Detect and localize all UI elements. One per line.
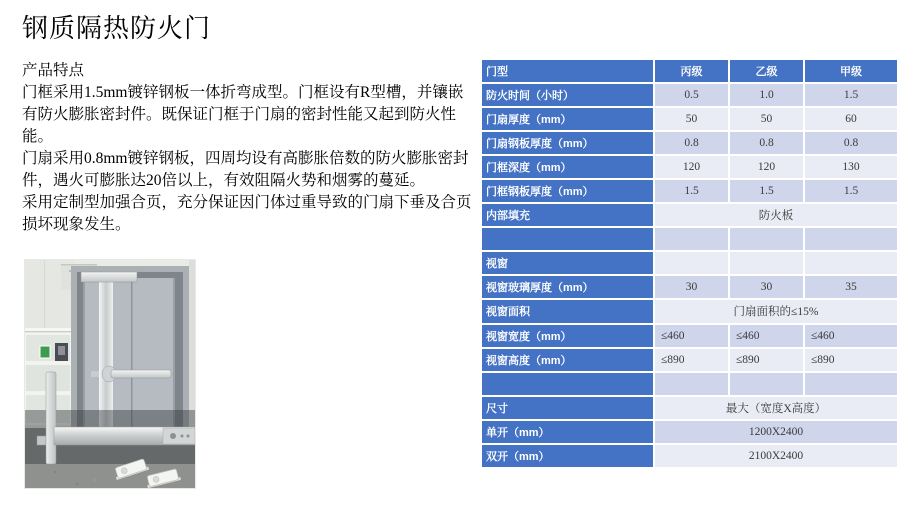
spec-col-header: 丙级: [654, 59, 729, 83]
feature-paragraph: 门框采用1.5mm镀锌钢板一体折弯成型。门框设有R型槽，并镶嵌有防火膨胀密封件。既保证门框于门扇的密封性能又起到防火性能。: [22, 84, 464, 145]
spec-row: [481, 227, 898, 251]
spec-value: [654, 372, 729, 396]
spec-row: [481, 155, 898, 179]
spec-row: [481, 420, 898, 444]
spec-value: 1.5: [804, 83, 898, 107]
spec-row: [481, 372, 898, 396]
feature-paragraphs: [22, 82, 474, 236]
spec-row-label: 视窗面积: [481, 299, 654, 323]
spec-value: ≤460: [729, 324, 804, 348]
spec-row-label: 双开（mm）: [481, 444, 654, 468]
spec-value: ≤890: [729, 348, 804, 372]
spec-value: [804, 227, 898, 251]
spec-header-row: [481, 59, 898, 83]
spec-table: [480, 58, 899, 469]
spec-value: 120: [654, 155, 729, 179]
spec-row: [481, 107, 898, 131]
spec-col-header: 甲级: [804, 59, 898, 83]
spec-value: 1.5: [804, 179, 898, 203]
spec-value: 120: [729, 155, 804, 179]
features-heading: 产品特点: [22, 62, 85, 79]
spec-merged-value: 2100X2400: [654, 444, 898, 468]
spec-header-label: 门型: [481, 59, 654, 83]
spec-row-label: 门扇钢板厚度（mm）: [481, 131, 654, 155]
spec-row: [481, 83, 898, 107]
spec-value: [804, 251, 898, 275]
page-title: 钢质隔热防火门: [22, 14, 212, 43]
spec-row: [481, 299, 898, 323]
spec-value: 1.0: [729, 83, 804, 107]
feature-paragraph: 采用定制型加强合页，充分保证因门体过重导致的门扇下垂及合页损坏现象发生。: [22, 194, 472, 233]
feature-paragraph: 门扇采用0.8mm镀锌钢板，四周均设有高膨胀倍数的防火膨胀密封件，遇火可膨胀达20倍以上，有效阻隔火势和烟雾的蔓延。: [22, 150, 469, 189]
spec-row-label: 视窗高度（mm）: [481, 348, 654, 372]
spec-row-label: 内部填充: [481, 203, 654, 227]
spec-value: 50: [729, 107, 804, 131]
spec-value: 30: [654, 275, 729, 299]
spec-value: 0.8: [654, 131, 729, 155]
spec-value: [654, 251, 729, 275]
spec-value: ≤460: [654, 324, 729, 348]
spec-value: 0.8: [729, 131, 804, 155]
spec-row-label: [481, 227, 654, 251]
spec-value: [729, 372, 804, 396]
door-leaf-gap: [131, 278, 133, 428]
spec-row: [481, 179, 898, 203]
spec-row: [481, 203, 898, 227]
spec-value: 30: [729, 275, 804, 299]
spec-value: [654, 227, 729, 251]
spec-row: [481, 444, 898, 468]
spec-value: 1.5: [729, 179, 804, 203]
spec-row-label: 视窗玻璃厚度（mm）: [481, 275, 654, 299]
fire-alarm-box: [40, 346, 50, 358]
spec-value: [804, 372, 898, 396]
spec-value: ≤460: [804, 324, 898, 348]
spec-row-label: 尺寸: [481, 396, 654, 420]
spec-row-label: 防火时间（小时）: [481, 83, 654, 107]
spec-value: 0.5: [654, 83, 729, 107]
stainless-strip: [99, 278, 113, 428]
spec-value: 0.8: [804, 131, 898, 155]
spec-row-label: [481, 372, 654, 396]
spec-row-label: 门框深度（mm）: [481, 155, 654, 179]
spec-row: [481, 131, 898, 155]
spec-value: [729, 251, 804, 275]
spec-table-wrap: [480, 58, 899, 469]
spec-row-label: 单开（mm）: [481, 420, 654, 444]
spec-row-label: 视窗: [481, 251, 654, 275]
spec-row: [481, 348, 898, 372]
spec-row: [481, 396, 898, 420]
product-photo: [25, 260, 195, 488]
spec-row-label: 视窗宽度（mm）: [481, 324, 654, 348]
door-leaves: [81, 272, 175, 428]
spec-row-label: 门扇厚度（mm）: [481, 107, 654, 131]
door-leaf-left: [83, 278, 175, 428]
spec-row-label: 门框钢板厚度（mm）: [481, 179, 654, 203]
spec-value: 1.5: [654, 179, 729, 203]
spec-value: 130: [804, 155, 898, 179]
spec-row: [481, 251, 898, 275]
spec-merged-value: 最大（宽度X高度）: [654, 396, 898, 420]
spec-value: 60: [804, 107, 898, 131]
spec-merged-value: 防火板: [654, 203, 898, 227]
spec-value: ≤890: [804, 348, 898, 372]
spec-row: [481, 275, 898, 299]
spec-value: ≤890: [654, 348, 729, 372]
spec-col-header: 乙级: [729, 59, 804, 83]
spec-value: 50: [654, 107, 729, 131]
spec-value: [729, 227, 804, 251]
spec-merged-value: 1200X2400: [654, 420, 898, 444]
product-features: [22, 60, 474, 236]
door-closer: [81, 272, 137, 282]
spec-merged-value: 门扇面积的≤15%: [654, 299, 898, 323]
spec-row: [481, 324, 898, 348]
spec-value: 35: [804, 275, 898, 299]
